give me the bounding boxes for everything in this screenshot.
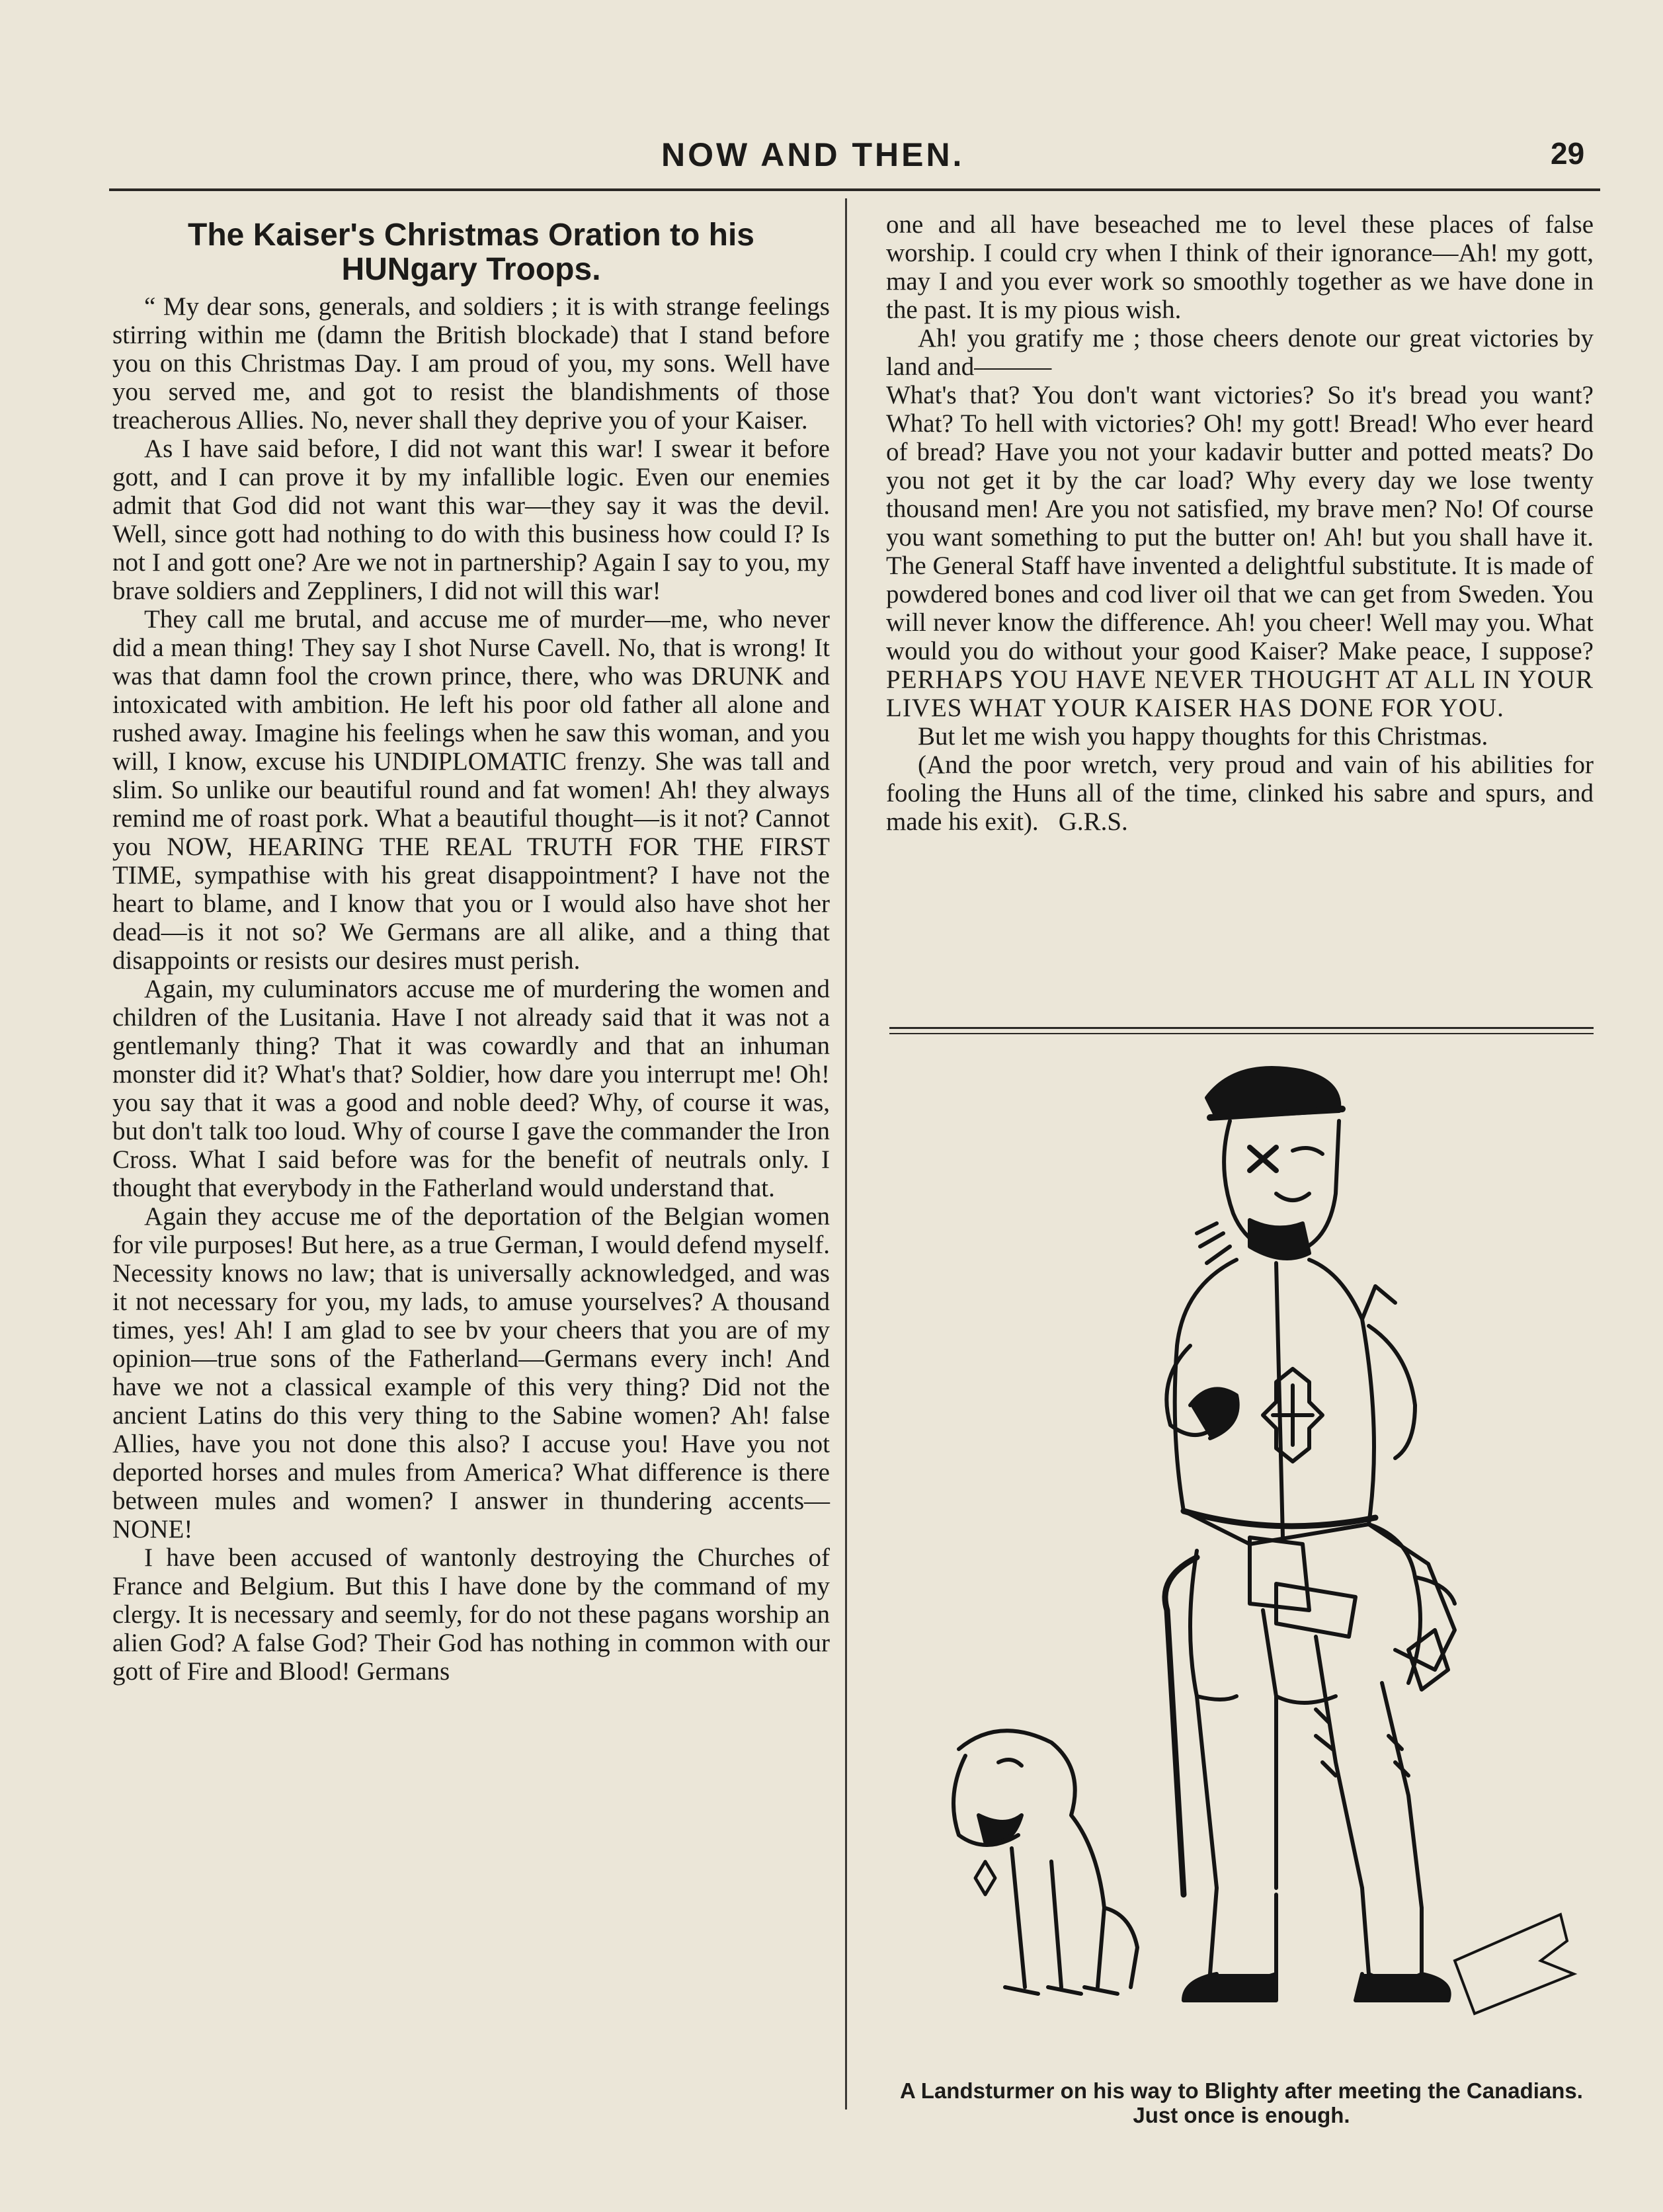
artist-signature	[1455, 1914, 1574, 2014]
closing-text: (And the poor wretch, very proud and vain of his abilities for fooling the Huns all of the time, clinked his sabre and spurs, and made his exit).	[886, 751, 1594, 836]
running-title: NOW AND THEN.	[661, 136, 965, 173]
article-title	[112, 218, 830, 287]
paragraph: “ My dear sons, generals, and soldiers ; it is with strange feelings stirring within me (damn the British blockade) that I stand before you on this Christmas Day. I am proud of you, my sons. Well have you served me, and got to resist the blandishments of those treacherous Allies. No, never shall they deprive you of your Kaiser.	[112, 292, 830, 434]
left-column	[112, 218, 830, 1686]
page-number: 29	[1551, 136, 1585, 171]
paragraph-continued: one and all have beseached me to level these places of false worship. I could cry when I think of their ignorance—Ah! my gott, may I and you ever work so smoothly together as we have done in the past. It is my pious wish.	[886, 210, 1594, 324]
cartoon-top-rule	[889, 1027, 1594, 1034]
paragraph: I have been accused of wantonly destroying the Churches of France and Belgium. But this I have done by the command of my clergy. It is necessary and seemly, for do not these pagans worship an alien God? A false God? Their God has nothing in common with our gott of Fire and Blood! Germans	[112, 1543, 830, 1686]
paragraph: As I have said before, I did not want this war! I swear it before gott, and I can prove it by my infallible logic. Even our enemies admit that God did not want this war—they say it was the devil. Well, since gott had nothing to do with this business how could I? Is not I and gott one? Are we not in partnership? Again I say to you, my brave soldiers and Zeppliners, I did not will this war!	[112, 434, 830, 605]
emphasis-caps: PERHAPS YOU HAVE NEVER THOUGHT AT ALL IN YOUR LIVES WHAT YOUR KAISER HAS DONE FOR YOU.	[886, 665, 1594, 722]
paragraph: Again, my culuminators accuse me of murdering the women and children of the Lusitania. Have I not already said that it was not a gentlemanly thing? That it was cowardly and that an inhuman monster did it? What's that? Soldier, how dare you interrupt me! Oh! you say that it was a good and noble deed? Why, of course it was, but don't talk too loud. Why of course I gave the commander the Iron Cross. What I said before was for the benefit of neutrals only. I thought that everybody in the Fatherland would understand that.	[112, 975, 830, 1202]
header-rule	[109, 188, 1600, 191]
article-title-line-2: HUNgary Troops.	[341, 252, 601, 287]
paragraph	[886, 381, 1594, 722]
paragraph	[886, 751, 1594, 836]
paragraph: They call me brutal, and accuse me of murder—me, who never did a mean thing! They say I shot Nurse Cavell. No, that is wrong! It was that damn fool the crown prince, there, who was DRUNK and intoxicated with ambition. He left his poor old father all alone and rushed away. Imagine his feelings when he saw this woman, and you will, I know, excuse his UNDIPLOMATIC frenzy. She was tall and slim. So unlike our beautiful round and fat women! Ah! they always remind me of roast pork. What a beautiful thought—is it not? Cannot you NOW, HEARING THE REAL TRUTH FOR THE FIRST TIME, sympathise with his great disappointment? I have not the heart to blame, and I know that you or I would also have shot her dead—is it not so? We Germans are all alike, and a thing that disappoints or resists our desires must perish.	[112, 605, 830, 975]
article-title-line-1: The Kaiser's Christmas Oration to his	[188, 218, 754, 253]
right-column	[886, 210, 1594, 836]
cartoon-caption: A Landsturmer on his way to Blighty after meeting the Canadians. Just once is enough.	[900, 2078, 1583, 2127]
paragraph: Ah! you gratify me ; those cheers denote our great victories by land and———	[886, 324, 1594, 381]
author-signature: G.R.S.	[1058, 807, 1128, 836]
paragraph: But let me wish you happy thoughts for this Christmas.	[918, 722, 1488, 751]
paragraph: Again they accuse me of the deportation of the Belgian women for vile purposes! But here, as a true German, I would defend myself. Necessity knows no law; that is universally acknowledged, and was it not necessary for you, my lads, to amuse yourselves? A thousand times, yes! Ah! I am glad to see bv your cheers that you are of my opinion—true sons of the Fatherland—Germans every inch! And have we not a classical example of this very thing? Did not the ancient Latins do this very thing to the Sabine women? Ah! false Allies, have you not done this also? I accuse you! Have you not deported horses and mules from America? What difference is there between mules and women? I answer in thundering accents—NONE!	[112, 1202, 830, 1543]
landsturmer-cartoon	[906, 1035, 1594, 2076]
paragraph-text: What's that? You don't want victories? So it's bread you want? What? To hell with victories? Oh! my gott! Bread! Who ever heard of bread? Have you not your kadavir butter and potted meats? Do you not get it by the car load? Why every day we lose twenty thousand men! Are you not satisfied, my brave men? No! Of course you want something to put the butter on! Ah! but you shall have it. The General Staff have invented a delightful substitute. It is made of powdered bones and cod liver oil that we can get from Sweden. You will never know the difference. Ah! you cheer! Well may you. What would you do without your good Kaiser? Make peace, I suppose?	[886, 381, 1594, 665]
column-rule	[845, 198, 847, 2110]
